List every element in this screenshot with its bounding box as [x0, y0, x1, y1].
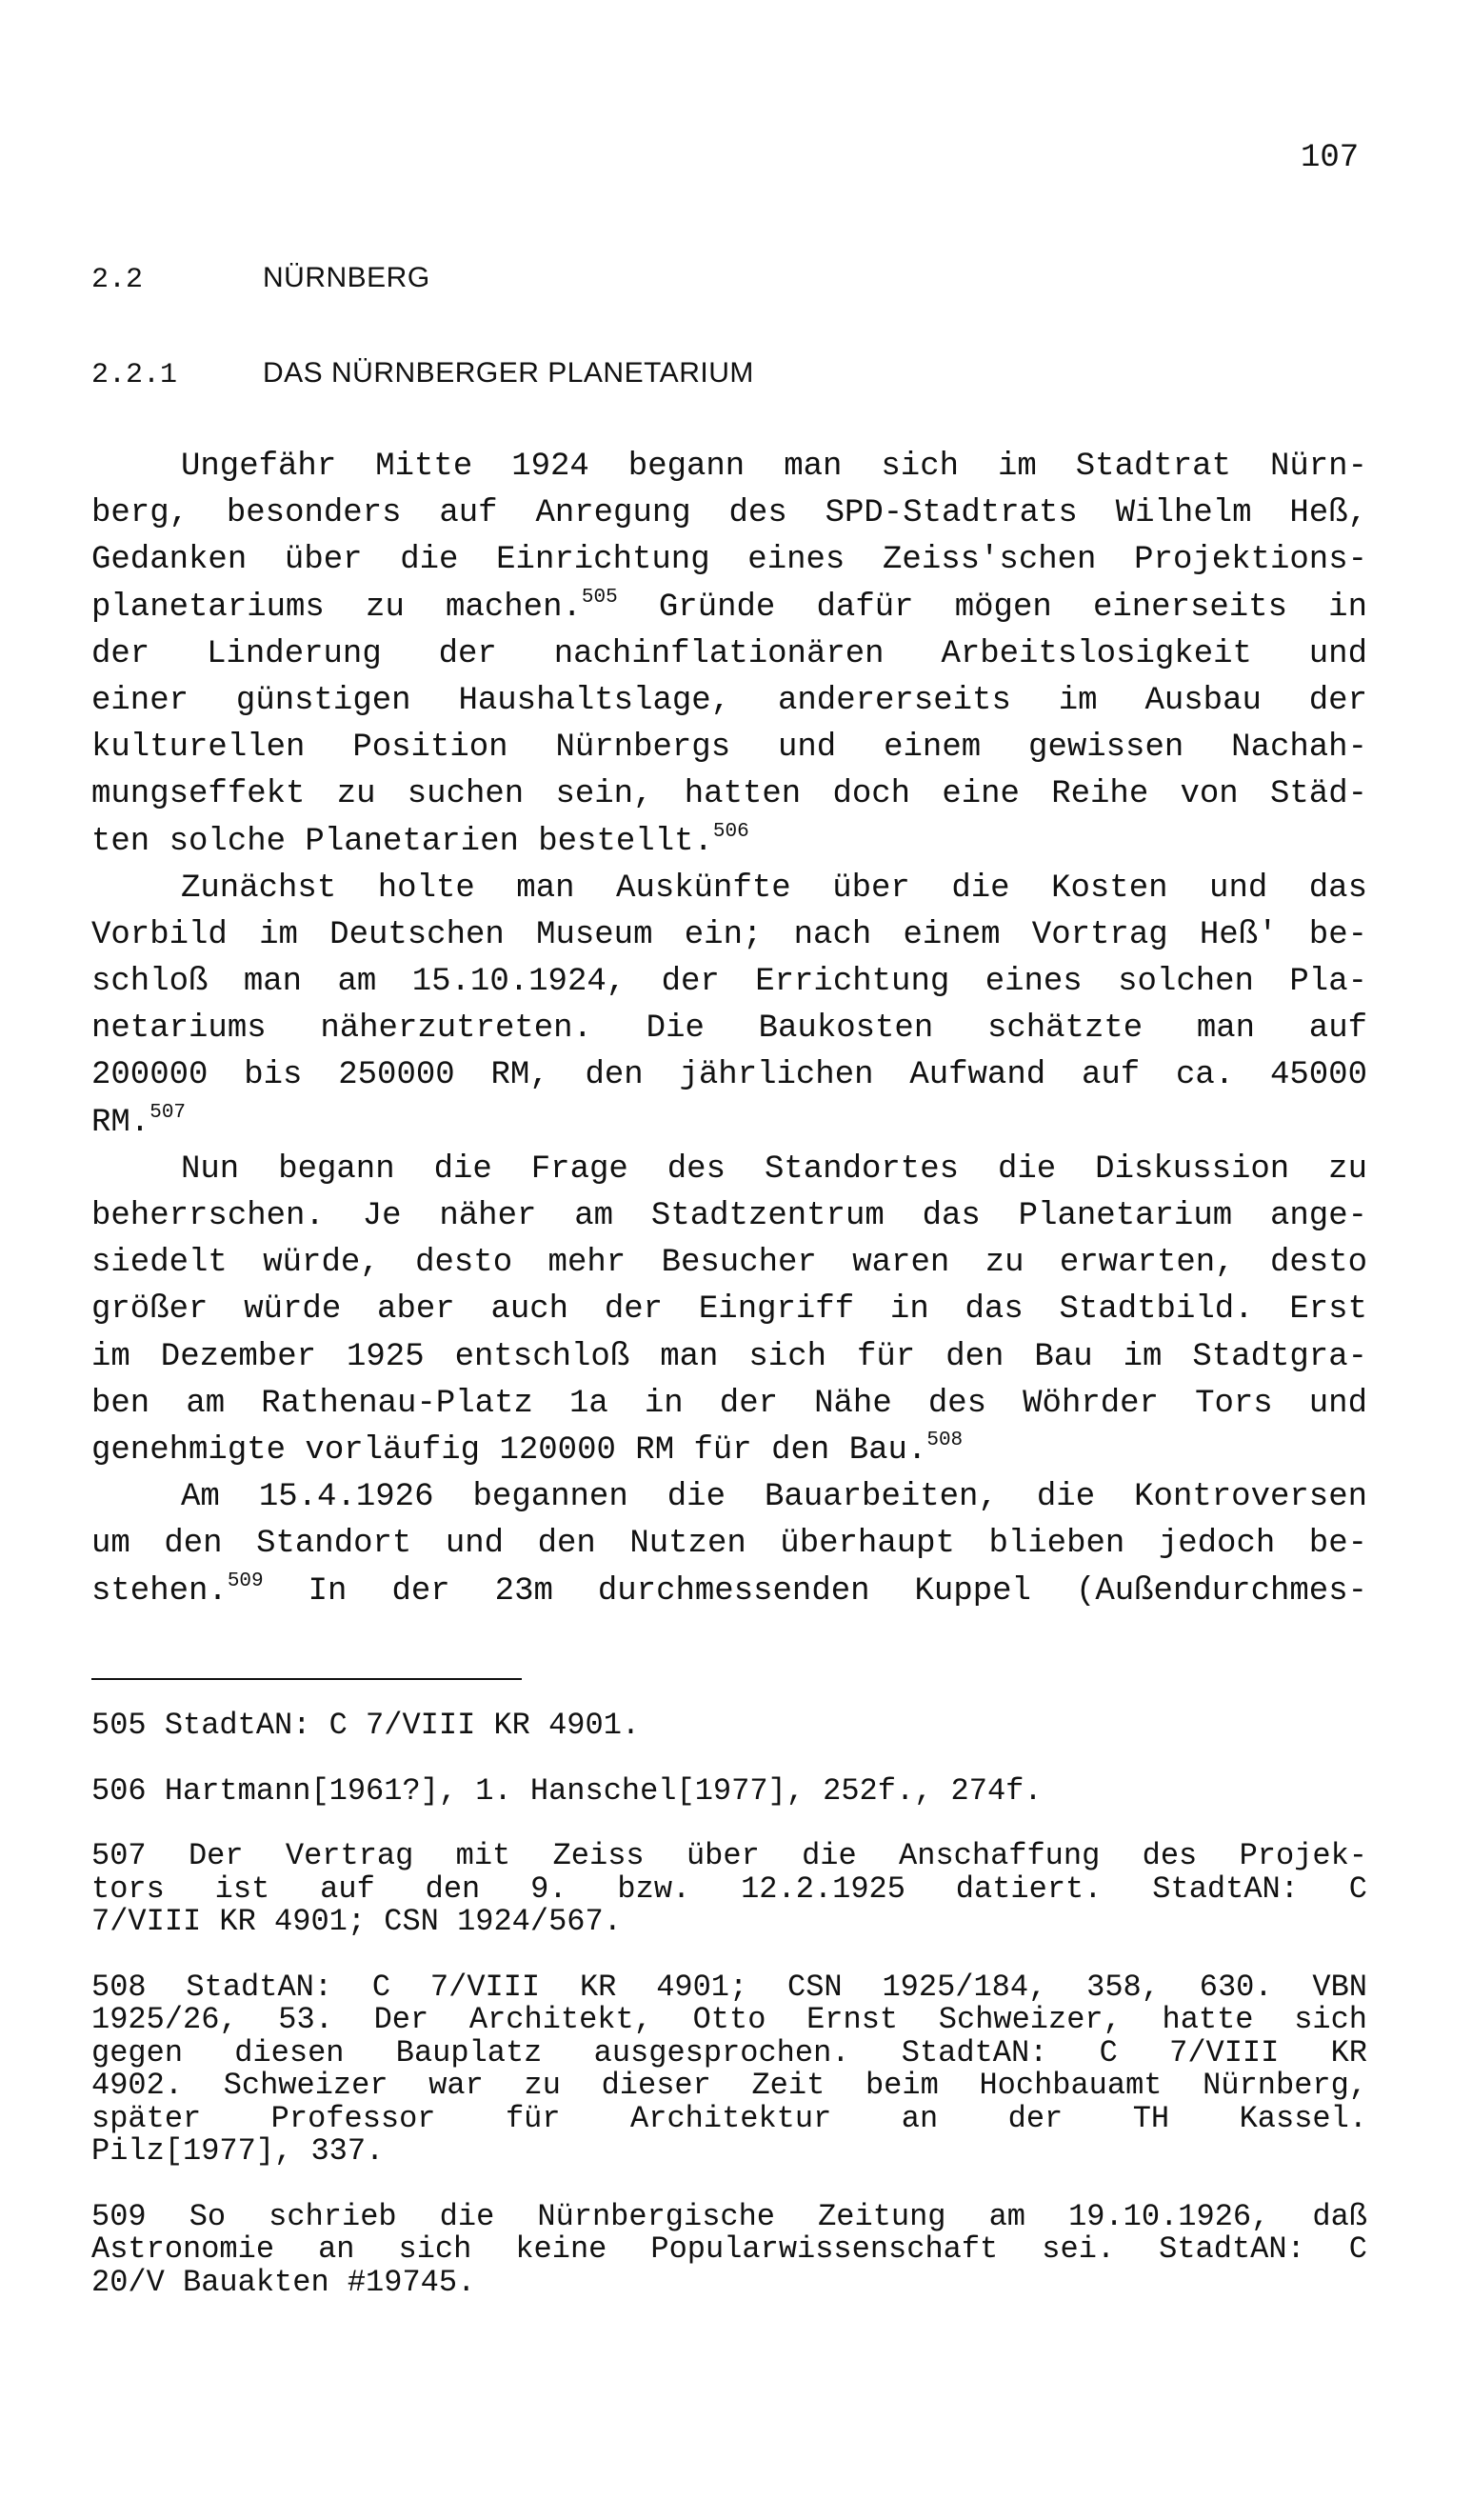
- subsection-heading: [91, 354, 754, 394]
- footnote-ref: 505: [581, 586, 618, 609]
- section-title: NÜRNBERG: [263, 262, 430, 293]
- text-line: [91, 585, 1367, 631]
- footnote-line: gegen diesen Bauplatz ausgesprochen. StadtAN: C 7/VIII KR: [91, 2034, 1367, 2070]
- page-number: 107: [1301, 140, 1360, 176]
- footnote-line: Pilz[1977], 337.: [91, 2133, 385, 2169]
- text-line: siedelt würde, desto mehr Besucher waren zu erwarten, desto: [91, 1245, 1367, 1282]
- footnote-line: später Professor für Architektur an der TH Kassel.: [91, 2100, 1367, 2136]
- text-line: um den Standort und den Nutzen überhaupt blieben jedoch be-: [91, 1526, 1367, 1563]
- footnote-line: 20/V Bauakten #19745.: [91, 2264, 476, 2300]
- footnote-line: 509 So schrieb die Nürnbergische Zeitung am 19.10.1926, daß: [91, 2198, 1367, 2234]
- text-fragment: genehmigte vorläufig 120000 RM für den Bau.: [91, 1431, 927, 1469]
- footnote-506: [91, 1772, 1367, 1809]
- footnote-508: [91, 1971, 1367, 2169]
- text-line: [91, 1569, 1367, 1615]
- footnote-line: 4902. Schweizer war zu dieser Zeit beim Hochbauamt Nürnberg,: [91, 2068, 1367, 2103]
- footnote-507: [91, 1840, 1367, 1939]
- text-line: Ungefähr Mitte 1924 begann man sich im Stadtrat Nürn-: [181, 449, 1367, 485]
- text-line: im Dezember 1925 entschloß man sich für den Bau im Stadtgra-: [91, 1338, 1367, 1375]
- footnote-line: 507 Der Vertrag mit Zeiss über die Anschaffung des Projek-: [91, 1838, 1367, 1873]
- text-line: kulturellen Position Nürnbergs und einem gewissen Nachah-: [91, 730, 1367, 767]
- text-fragment: ten solche Planetarien bestellt.: [91, 823, 713, 860]
- text-fragment: In der 23m durchmessenden Kuppel (Außendurchmes-: [263, 1572, 1367, 1610]
- text-line: größer würde aber auch der Eingriff in das Stadtbild. Erst: [91, 1291, 1367, 1329]
- text-line: [91, 1428, 1367, 1474]
- footnote-line: 7/VIII KR 4901; CSN 1924/567.: [91, 1904, 622, 1939]
- text-line: Nun begann die Frage des Standortes die Diskussion zu: [181, 1150, 1367, 1188]
- footnote-ref: 506: [712, 820, 749, 843]
- footnote-line: Astronomie an sich keine Popularwissenschaft sei. StadtAN: C: [91, 2231, 1367, 2267]
- footnote-line: 506 Hartmann[1961?], 1. Hanschel[1977], 252f., 274f.: [91, 1772, 1043, 1809]
- text-line: berg, besonders auf Anregung des SPD-Stadtrats Wilhelm Heß,: [91, 495, 1367, 532]
- text-line: [91, 819, 1367, 866]
- text-line: netariums näherzutreten. Die Baukosten schätzte man auf: [91, 1010, 1367, 1048]
- text-line: Zunächst holte man Auskünfte über die Kosten und das: [181, 870, 1367, 907]
- body-text: [91, 444, 1367, 1615]
- text-line: der Linderung der nachinflationären Arbeitslosigkeit und: [91, 635, 1367, 672]
- footnote-509: [91, 2198, 1367, 2300]
- footnote-ref: 508: [926, 1429, 964, 1451]
- footnote-line: tors ist auf den 9. bzw. 12.2.1925 datiert. StadtAN: C: [91, 1870, 1367, 1907]
- text-line: Vorbild im Deutschen Museum ein; nach einem Vortrag Heß' be-: [91, 916, 1367, 953]
- text-line: 200000 bis 250000 RM, den jährlichen Aufwand auf ca. 45000: [91, 1057, 1367, 1094]
- footnote-line: 1925/26, 53. Der Architekt, Otto Ernst Schweizer, hatte sich: [91, 2002, 1367, 2037]
- section-heading: [91, 259, 430, 299]
- subsection-title: DAS NÜRNBERGER PLANETARIUM: [263, 357, 754, 389]
- text-fragment: Gründe dafür mögen einerseits in: [617, 589, 1367, 626]
- text-line: Am 15.4.1926 begannen die Bauarbeiten, die Kontroversen: [181, 1479, 1367, 1516]
- footnote-line: 508 StadtAN: C 7/VIII KR 4901; CSN 1925/184, 358, 630. VBN: [91, 1969, 1367, 2005]
- subsection-number: 2.2.1: [91, 359, 178, 391]
- footnote-line: 505 StadtAN: C 7/VIII KR 4901.: [91, 1708, 641, 1743]
- footnote-505: [91, 1710, 1367, 1743]
- text-line: einer günstigen Haushaltslage, andererseits im Ausbau der: [91, 682, 1367, 719]
- footnote-separator: [91, 1678, 522, 1680]
- footnote-ref: 507: [149, 1101, 187, 1124]
- footnote-ref: 509: [227, 1570, 264, 1592]
- footnotes: [91, 1710, 1367, 2331]
- section-number: 2.2: [91, 264, 144, 296]
- text-fragment: stehen.: [91, 1572, 228, 1610]
- text-line: Gedanken über die Einrichtung eines Zeiss'schen Projektions-: [91, 542, 1367, 579]
- text-line: [91, 1100, 1367, 1147]
- text-fragment: RM.: [91, 1104, 150, 1141]
- text-line: mungseffekt zu suchen sein, hatten doch eine Reihe von Städ-: [91, 776, 1367, 813]
- text-fragment: planetariums zu machen.: [91, 589, 582, 626]
- text-line: schloß man am 15.10.1924, der Errichtung eines solchen Pla-: [91, 964, 1367, 1001]
- text-line: ben am Rathenau-Platz 1a in der Nähe des Wöhrder Tors und: [91, 1385, 1367, 1422]
- text-line: beherrschen. Je näher am Stadtzentrum das Planetarium ange-: [91, 1198, 1367, 1234]
